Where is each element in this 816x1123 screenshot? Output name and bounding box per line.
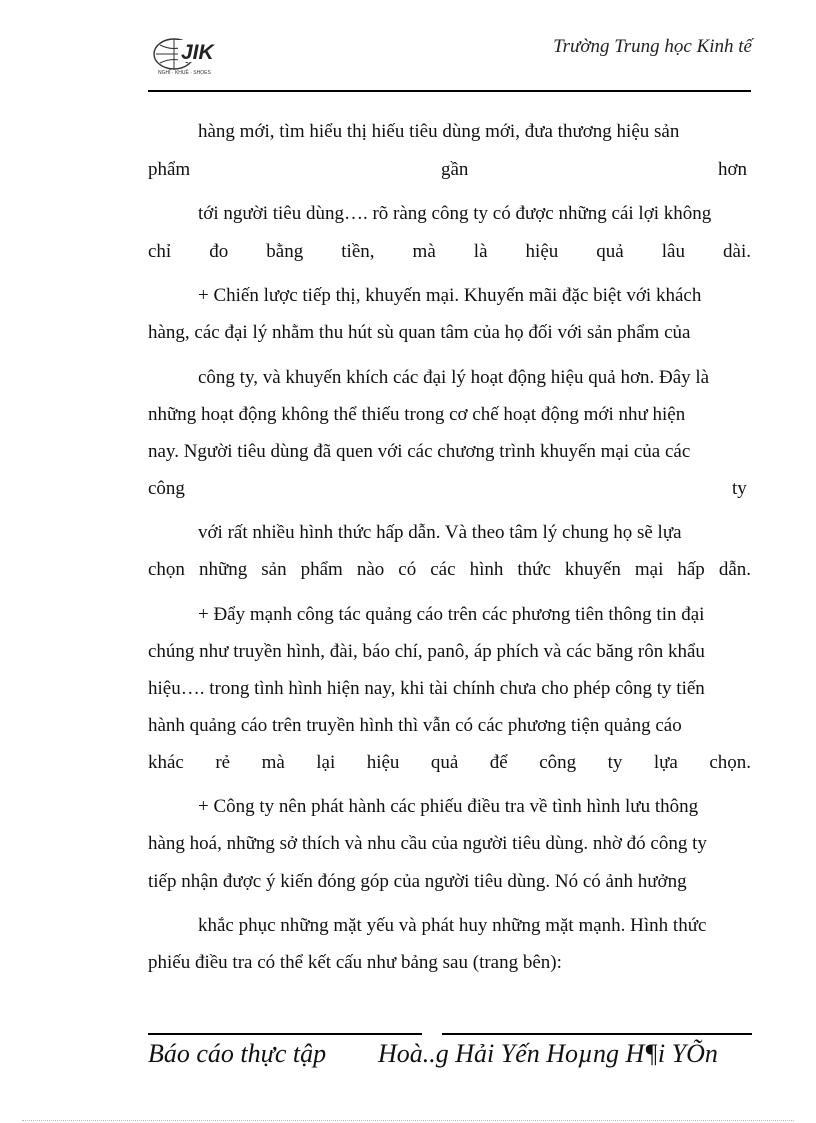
body-line: nay. Người tiêu dùng đã quen với các chương trình khuyến mại của các bbox=[148, 441, 691, 462]
body-line: gần bbox=[441, 159, 469, 180]
footer-author-name: Hoà..g Hải Yến Hoµng H¶i YÕn bbox=[378, 1039, 718, 1068]
body-line: khắc phục những mặt yếu và phát huy những mặt mạnh. Hình thức bbox=[198, 915, 707, 936]
company-logo bbox=[152, 30, 224, 76]
header-title: Trường Trung học Kinh tế bbox=[553, 36, 752, 57]
body-line: tiếp nhận được ý kiến đóng góp của người tiêu dùng. Nó có ảnh hưởng bbox=[148, 871, 687, 892]
body-line: khác rẻ mà lại hiệu quả để công ty lựa chọn. bbox=[148, 752, 751, 773]
body-line: phiếu điều tra có thể kết cấu như bảng sau (trang bên): bbox=[148, 952, 562, 973]
body-line: + Chiến lược tiếp thị, khuyến mại. Khuyến mãi đặc biệt với khách bbox=[198, 285, 702, 306]
body-line: chọn những sản phẩm nào có các hình thức khuyến mại hấp dẫn. bbox=[148, 559, 751, 580]
body-line: ty bbox=[732, 478, 747, 499]
body-line: hàng hoá, những sở thích và nhu cầu của người tiêu dùng. nhờ đó công ty bbox=[148, 833, 707, 854]
body-line: hiệu…. trong tình hình hiện nay, khi tài chính chưa cho phép công ty tiến bbox=[148, 678, 705, 699]
body-line: hàng, các đại lý nhằm thu hút sù quan tâm của họ đối với sản phẩm của bbox=[148, 322, 691, 343]
page-edge bbox=[22, 1120, 794, 1121]
body-line: công bbox=[148, 478, 185, 499]
footer-rule-left bbox=[148, 1033, 422, 1035]
body-line: những hoạt động không thể thiếu trong cơ chế hoạt động mới như hiện bbox=[148, 404, 686, 425]
body-line: tới người tiêu dùng…. rõ ràng công ty có được những cái lợi không bbox=[198, 203, 712, 224]
body-line: + Công ty nên phát hành các phiếu điều tra về tình hình lưu thông bbox=[198, 796, 699, 817]
body-line: chúng như truyền hình, đài, báo chí, panô, áp phích và các băng rôn khẩu bbox=[148, 641, 705, 662]
body-line: với rất nhiều hình thức hấp dẫn. Và theo tâm lý chung họ sẽ lựa bbox=[198, 522, 682, 543]
body-line: phẩm bbox=[148, 159, 191, 180]
body-line: công ty, và khuyến khích các đại lý hoạt động hiệu quả hơn. Đây là bbox=[198, 367, 710, 388]
body-line: hàng mới, tìm hiểu thị hiếu tiêu dùng mới, đưa thương hiệu sản bbox=[198, 121, 680, 142]
body-line: hành quảng cáo trên truyền hình thì vẫn có các phương tiện quảng cáo bbox=[148, 715, 682, 736]
body-line: + Đẩy mạnh công tác quảng cáo trên các phương tiên thông tin đại bbox=[198, 604, 705, 625]
body-line: hơn bbox=[718, 159, 748, 180]
body-line: chỉ đo bằng tiền, mà là hiệu quả lâu dài. bbox=[148, 241, 751, 262]
logo-mark: JIK bbox=[181, 41, 214, 64]
footer-report-label: Báo cáo thực tập bbox=[148, 1039, 327, 1068]
header-rule bbox=[148, 90, 751, 92]
footer-rule-right bbox=[442, 1033, 752, 1035]
logo-subtitle: NGHĨ · KHUÊ · SHOES bbox=[158, 70, 211, 76]
